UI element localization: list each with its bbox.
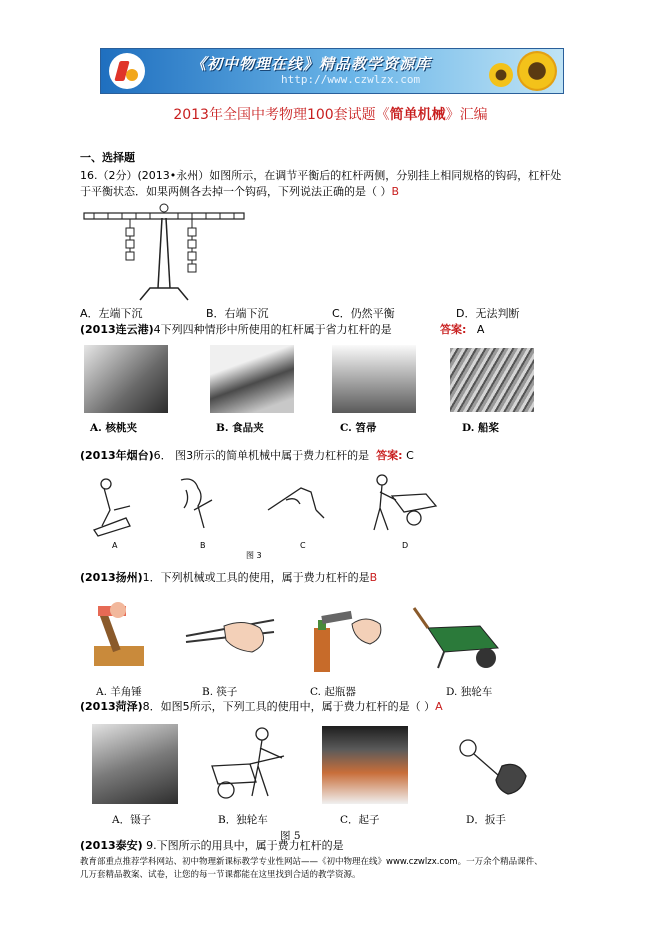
q-yantai-text: (2013年烟台)6． 图3所示的简单机械中属于费力杠杆的是 答案: C <box>80 449 414 462</box>
yantai-label-d: D <box>402 541 409 550</box>
broom-photo <box>332 345 416 413</box>
walnut-cracker-photo <box>84 345 168 413</box>
q16-line1: 16.（2分）(2013•永州）如图所示，在调节平衡后的杠杆两侧，分别挂上相同规格的钩码，杠杆处 <box>80 169 562 182</box>
footer-line2: 几万套精品教案、试卷，让您的每一节课都能在这里找到合适的教学资源。 <box>80 870 361 880</box>
yz-caption-d: D. 独轮车 <box>446 686 493 698</box>
wheelbarrow-sketch <box>206 726 296 804</box>
site-logo <box>109 53 145 89</box>
yantai-label-b: B <box>200 541 206 550</box>
lyg-caption-c: C. 笤帚 <box>340 422 377 434</box>
heze-caption-d: D．扳手 <box>466 814 506 826</box>
heze-caption-a: A．镊子 <box>112 814 152 826</box>
sunflower-image <box>489 63 513 87</box>
q-lianyungang-answer: 答案: A <box>440 323 485 336</box>
q-heze-answer: A <box>435 700 443 713</box>
q-yangzhou-text: (2013扬州)1．下列机械或工具的使用，属于费力杠杆的是B <box>80 571 378 584</box>
simple-machines-figure <box>86 470 456 562</box>
wrench-sketch <box>446 730 536 804</box>
yz-caption-a: A. 羊角锤 <box>96 686 142 698</box>
q16-option-c: C．仍然平衡 <box>332 307 395 320</box>
oar-photo <box>450 348 534 412</box>
yz-caption-c: C. 起瓶器 <box>310 686 356 698</box>
q16-option-d: D．无法判断 <box>456 307 520 320</box>
q16-option-b: B．右端下沉 <box>206 307 269 320</box>
q-lianyungang-text: (2013连云港)4下列四种情形中所使用的杠杆属于省力杠杆的是 <box>80 323 392 336</box>
food-tongs-photo <box>210 345 294 413</box>
site-banner <box>100 48 564 94</box>
yantai-figure-label: 图 3 <box>246 551 262 560</box>
yz-caption-b: B. 筷子 <box>202 686 238 698</box>
tools-figure <box>84 598 554 676</box>
sunflower-image <box>517 51 557 91</box>
lyg-caption-a: A. 核桃夹 <box>90 422 137 434</box>
footer-line1: 教育部重点推荐学科网站、初中物理新课标教学专业性网站——《初中物理在线》www.czwlzx.com。一万余个精品课件、 <box>80 857 543 867</box>
heze-figure-label: 图 5 <box>280 830 301 842</box>
heze-caption-c: C．起子 <box>340 814 380 826</box>
tweezers-photo <box>92 724 178 804</box>
banner-url[interactable]: http://www.czwlzx.com <box>281 73 421 86</box>
title-emphasis: 简单机械 <box>389 107 446 123</box>
lever-balance-figure <box>80 200 250 302</box>
document-title: 2013年全国中考物理100套试题《简单机械》汇编 <box>173 107 488 123</box>
q16-option-a: A．左端下沉 <box>80 307 143 320</box>
q16-line2: 于平衡状态．如果两侧各去掉一个钩码，下列说法正确的是（ ）B <box>80 185 400 198</box>
lyg-caption-b: B. 食品夹 <box>216 422 264 434</box>
q-yangzhou-answer: B <box>369 571 378 584</box>
yantai-label-a: A <box>112 541 118 550</box>
banner-title: 《初中物理在线》精品教学资源库 <box>191 55 432 73</box>
q16-answer: B <box>391 185 400 198</box>
lyg-caption-d: D. 船桨 <box>462 422 500 434</box>
section-heading: 一、选择题 <box>80 151 135 164</box>
yantai-label-c: C <box>300 541 306 550</box>
q-heze-text: (2013菏泽)8．如图5所示，下列工具的使用中，属于费力杠杆的是（ ）A <box>80 700 443 713</box>
heze-caption-b: B．独轮车 <box>218 814 268 826</box>
q-taian-text: (2013泰安) 9.下图所示的用具中，属于费力杠杆的是 <box>80 839 344 852</box>
bottle-opener-photo <box>322 726 408 804</box>
